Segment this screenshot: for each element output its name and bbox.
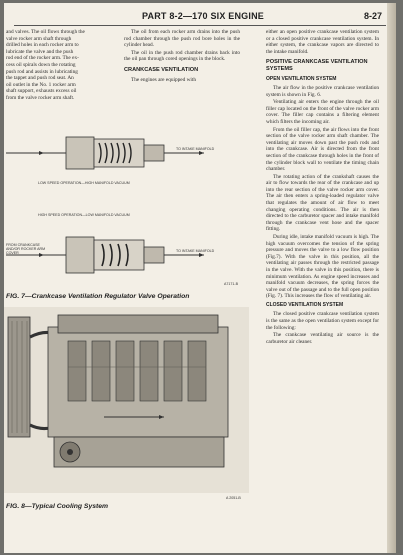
text-line: from the valve rocker arm shaft. bbox=[6, 94, 75, 101]
fig7-part-number: A7171-B bbox=[224, 282, 238, 286]
subsection-heading: OPEN VENTILATION SYSTEM bbox=[266, 75, 337, 82]
fig8-engine-illustration bbox=[4, 307, 249, 493]
page-spine bbox=[387, 3, 396, 553]
text-line: drilled holes in each rocker arm to bbox=[6, 42, 79, 49]
paragraph: The crankcase ventilating air source is the carburetor air cleaner. bbox=[266, 332, 379, 345]
fig7-caption: FIG. 7—Crankcase Ventilation Regulator Valve Operation bbox=[6, 293, 190, 300]
text-line: and valves. The oil flows through the bbox=[6, 29, 85, 35]
text-line: rod end of the rocker arm. The ex- bbox=[6, 55, 79, 62]
fig7-label-high-speed: HIGH SPEED OPERATION—LOW MANIFOLD VACUUM bbox=[38, 213, 130, 217]
paragraph: The engines are equipped with bbox=[131, 76, 197, 83]
fig7-label-from-crankcase: FROM CRANKCASE AND/OR ROCKER ARM COVER bbox=[6, 243, 46, 256]
text-line: shaft support, exhausts excess oil bbox=[6, 88, 77, 95]
paragraph: The rotating action of the crankshaft causes the air to flow towards the rear of the crankcase and up into the rear section of the valve rocker arm cover. The air then enters a spring-loaded regulator valve that regulates the amount of air flow to meet changing operating conditions. The air is then directed to the carburetor spacer and intake manifold through the crankcase vent hose and the spacer fitting. bbox=[266, 173, 379, 233]
fig8-caption: FIG. 8—Typical Cooling System bbox=[6, 503, 109, 510]
paragraph: The oil in the push rod chamber drains back into the oil pan through cored openings in the block. bbox=[124, 49, 240, 63]
text-line: the tappet and push rod seat. An bbox=[6, 75, 74, 82]
paragraph: The oil from each rocker arm drains into the push rod chamber through the push rod bore holes in the cylinder head. bbox=[124, 29, 240, 49]
manual-page bbox=[4, 3, 396, 553]
section-heading: CRANKCASE VENTILATION bbox=[124, 66, 199, 73]
text-line: valve rocker arm shaft through bbox=[6, 35, 72, 42]
left-column-text bbox=[6, 29, 116, 102]
page-number: 8-27 bbox=[363, 11, 382, 21]
fig8-part-number: A 2051-B bbox=[226, 496, 241, 500]
section-heading: POSITIVE CRANKCASE VENTILATION SYSTEMS bbox=[266, 59, 368, 72]
page-header bbox=[14, 11, 386, 26]
paragraph: Ventilating air enters the engine through the oil filler cap located on the front of the valve rocker arm cover. The filler cap contains a filtering element which filters the incoming air. bbox=[266, 99, 379, 125]
valve-low-speed bbox=[6, 137, 204, 169]
middle-column-text bbox=[124, 29, 240, 84]
right-column-text bbox=[266, 29, 379, 346]
fig7-label-to-manifold-2: TO INTAKE MANIFOLD bbox=[176, 249, 215, 253]
paragraph: either an open positive crankcase ventilation system or a closed positive crankcase ventilation system. In either system, the crankcase vapors are directed to the intake manifold. bbox=[266, 29, 379, 55]
fig7-label-to-manifold-1: TO INTAKE MANIFOLD bbox=[176, 147, 215, 151]
paragraph: The air flow in the positive crankcase ventilation system is shown in Fig. 6. bbox=[266, 84, 379, 98]
paragraph: During idle, intake manifold vacuum is high. The high vacuum overcomes the tension of the spring pressure and moves the valve to a low flow position (Fig.7). With the valve in this position, all the ventilating air passes through the restricted passage in the valve. With the valve in this position, there is minimum ventilation. As engine speed increases and manifold vacuum decreases, the spring forces the valve out of the passage and to the full open position (Fig. 7). This increases the flow of ventilating air. bbox=[266, 234, 379, 300]
text-line: oil outlet in the No. 1 rocker arm bbox=[6, 81, 76, 88]
text-line: cess oil spirals down the rotating bbox=[6, 61, 76, 68]
fig7-valve-diagram bbox=[4, 127, 249, 317]
subsection-heading: CLOSED VENTILATION SYSTEM bbox=[266, 301, 344, 308]
fig7-label-low-speed: LOW SPEED OPERATION—HIGH MANIFOLD VACUUM bbox=[38, 181, 130, 185]
text-line: lubricate the valve and the push bbox=[6, 48, 74, 55]
paragraph: From the oil filler cap, the air flows into the front section of the valve rocker arm shaft chamber. The ventilating air moves down past the push rods and into the crankcase. Air is directed from the front section of the crankcase through holes in the front of the cylinder block wall to ventilate the timing chain chamber. bbox=[266, 126, 379, 173]
page-title: PART 8-2—170 SIX ENGINE bbox=[142, 11, 264, 21]
text-line: push rod and assists in lubricating bbox=[6, 68, 78, 75]
paragraph: The closed positive crankcase ventilation system is the same as the open ventilation system except for the following: bbox=[266, 311, 379, 331]
